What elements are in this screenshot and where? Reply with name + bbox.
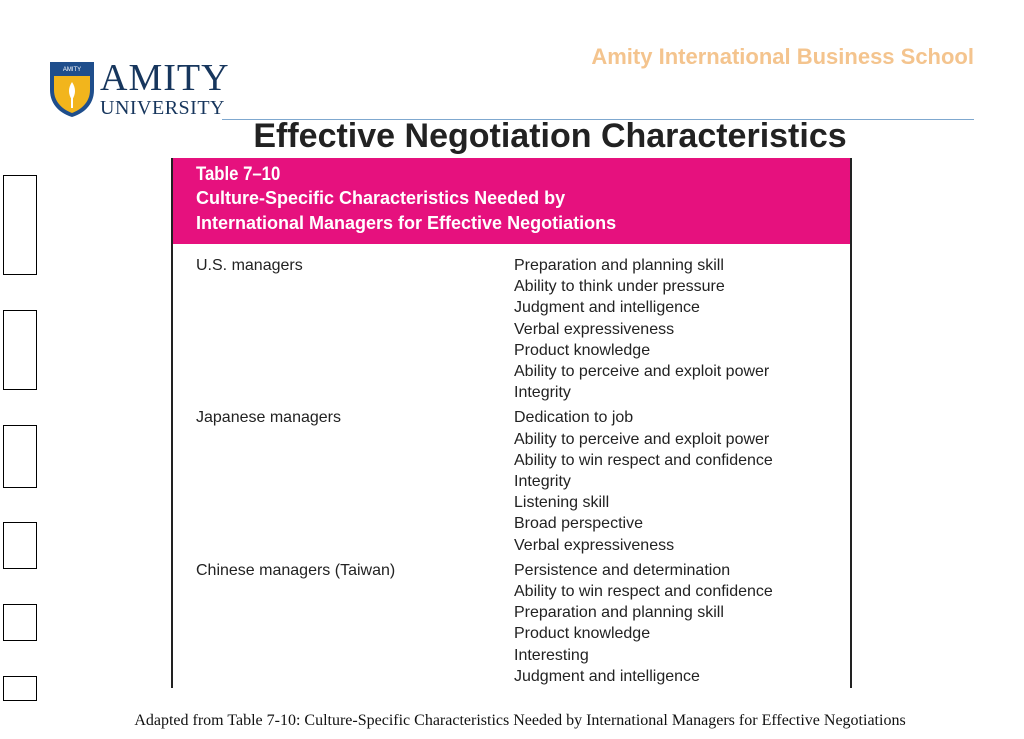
- side-box: [3, 175, 37, 275]
- characteristic-item: Integrity: [514, 473, 571, 491]
- characteristics-table: [171, 158, 852, 688]
- characteristic-item: Judgment and intelligence: [514, 299, 700, 317]
- characteristics-list: [514, 407, 773, 555]
- table-caption-line: International Managers for Effective Negotiations: [196, 213, 617, 233]
- characteristics-list: [514, 255, 769, 403]
- characteristic-item: Preparation and planning skill: [514, 604, 724, 622]
- logo-subtitle: UNIVERSITY: [100, 97, 225, 119]
- amity-logo: [48, 57, 230, 121]
- characteristic-item: Ability to perceive and exploit power: [514, 363, 770, 381]
- table-header: [173, 158, 850, 244]
- characteristic-item: Product knowledge: [514, 341, 651, 359]
- characteristic-item: Ability to win respect and confidence: [514, 451, 773, 469]
- characteristic-item: Verbal expressiveness: [514, 320, 675, 338]
- characteristic-item: Judgment and intelligence: [514, 667, 700, 685]
- characteristic-item: Ability to perceive and exploit power: [514, 430, 770, 448]
- table-caption-line: Culture-Specific Characteristics Needed by: [196, 188, 566, 208]
- side-box: [3, 425, 37, 488]
- manager-group-label: Japanese managers: [196, 409, 341, 427]
- side-box: [3, 522, 37, 569]
- characteristic-item: Ability to win respect and confidence: [514, 583, 773, 601]
- table-row-group: [196, 255, 850, 403]
- table-row-group: [196, 407, 850, 555]
- side-box: [3, 604, 37, 641]
- table-row-group: [196, 560, 850, 687]
- characteristic-item: Broad perspective: [514, 515, 643, 533]
- table-number: Table 7–10: [196, 164, 281, 185]
- characteristic-item: Preparation and planning skill: [514, 257, 724, 274]
- characteristic-item: Listening skill: [514, 494, 610, 512]
- characteristic-item: Persistence and determination: [514, 561, 731, 579]
- characteristic-item: Interesting: [514, 646, 589, 664]
- characteristic-item: Dedication to job: [514, 409, 634, 427]
- characteristic-item: Ability to think under pressure: [514, 278, 725, 296]
- manager-group-label: Chinese managers (Taiwan): [196, 561, 396, 579]
- side-box: [3, 676, 37, 701]
- side-box: [3, 310, 37, 390]
- manager-group-label: U.S. managers: [196, 257, 303, 274]
- amity-shield-icon: [48, 60, 96, 118]
- source-caption: Adapted from Table 7-10: Culture-Specific Characteristics Needed by International Managers for Effective Negotiations: [134, 712, 906, 729]
- table-body: [173, 244, 850, 687]
- characteristic-item: Integrity: [514, 384, 571, 402]
- slide-title: Effective Negotiation Characteristics: [253, 117, 847, 155]
- logo-name: AMITY: [100, 57, 230, 99]
- characteristic-item: Verbal expressiveness: [514, 536, 675, 554]
- characteristics-list: [514, 560, 773, 687]
- characteristic-item: Product knowledge: [514, 625, 651, 643]
- shield-text: AMITY: [62, 67, 82, 73]
- school-name: Amity International Business School: [591, 44, 974, 69]
